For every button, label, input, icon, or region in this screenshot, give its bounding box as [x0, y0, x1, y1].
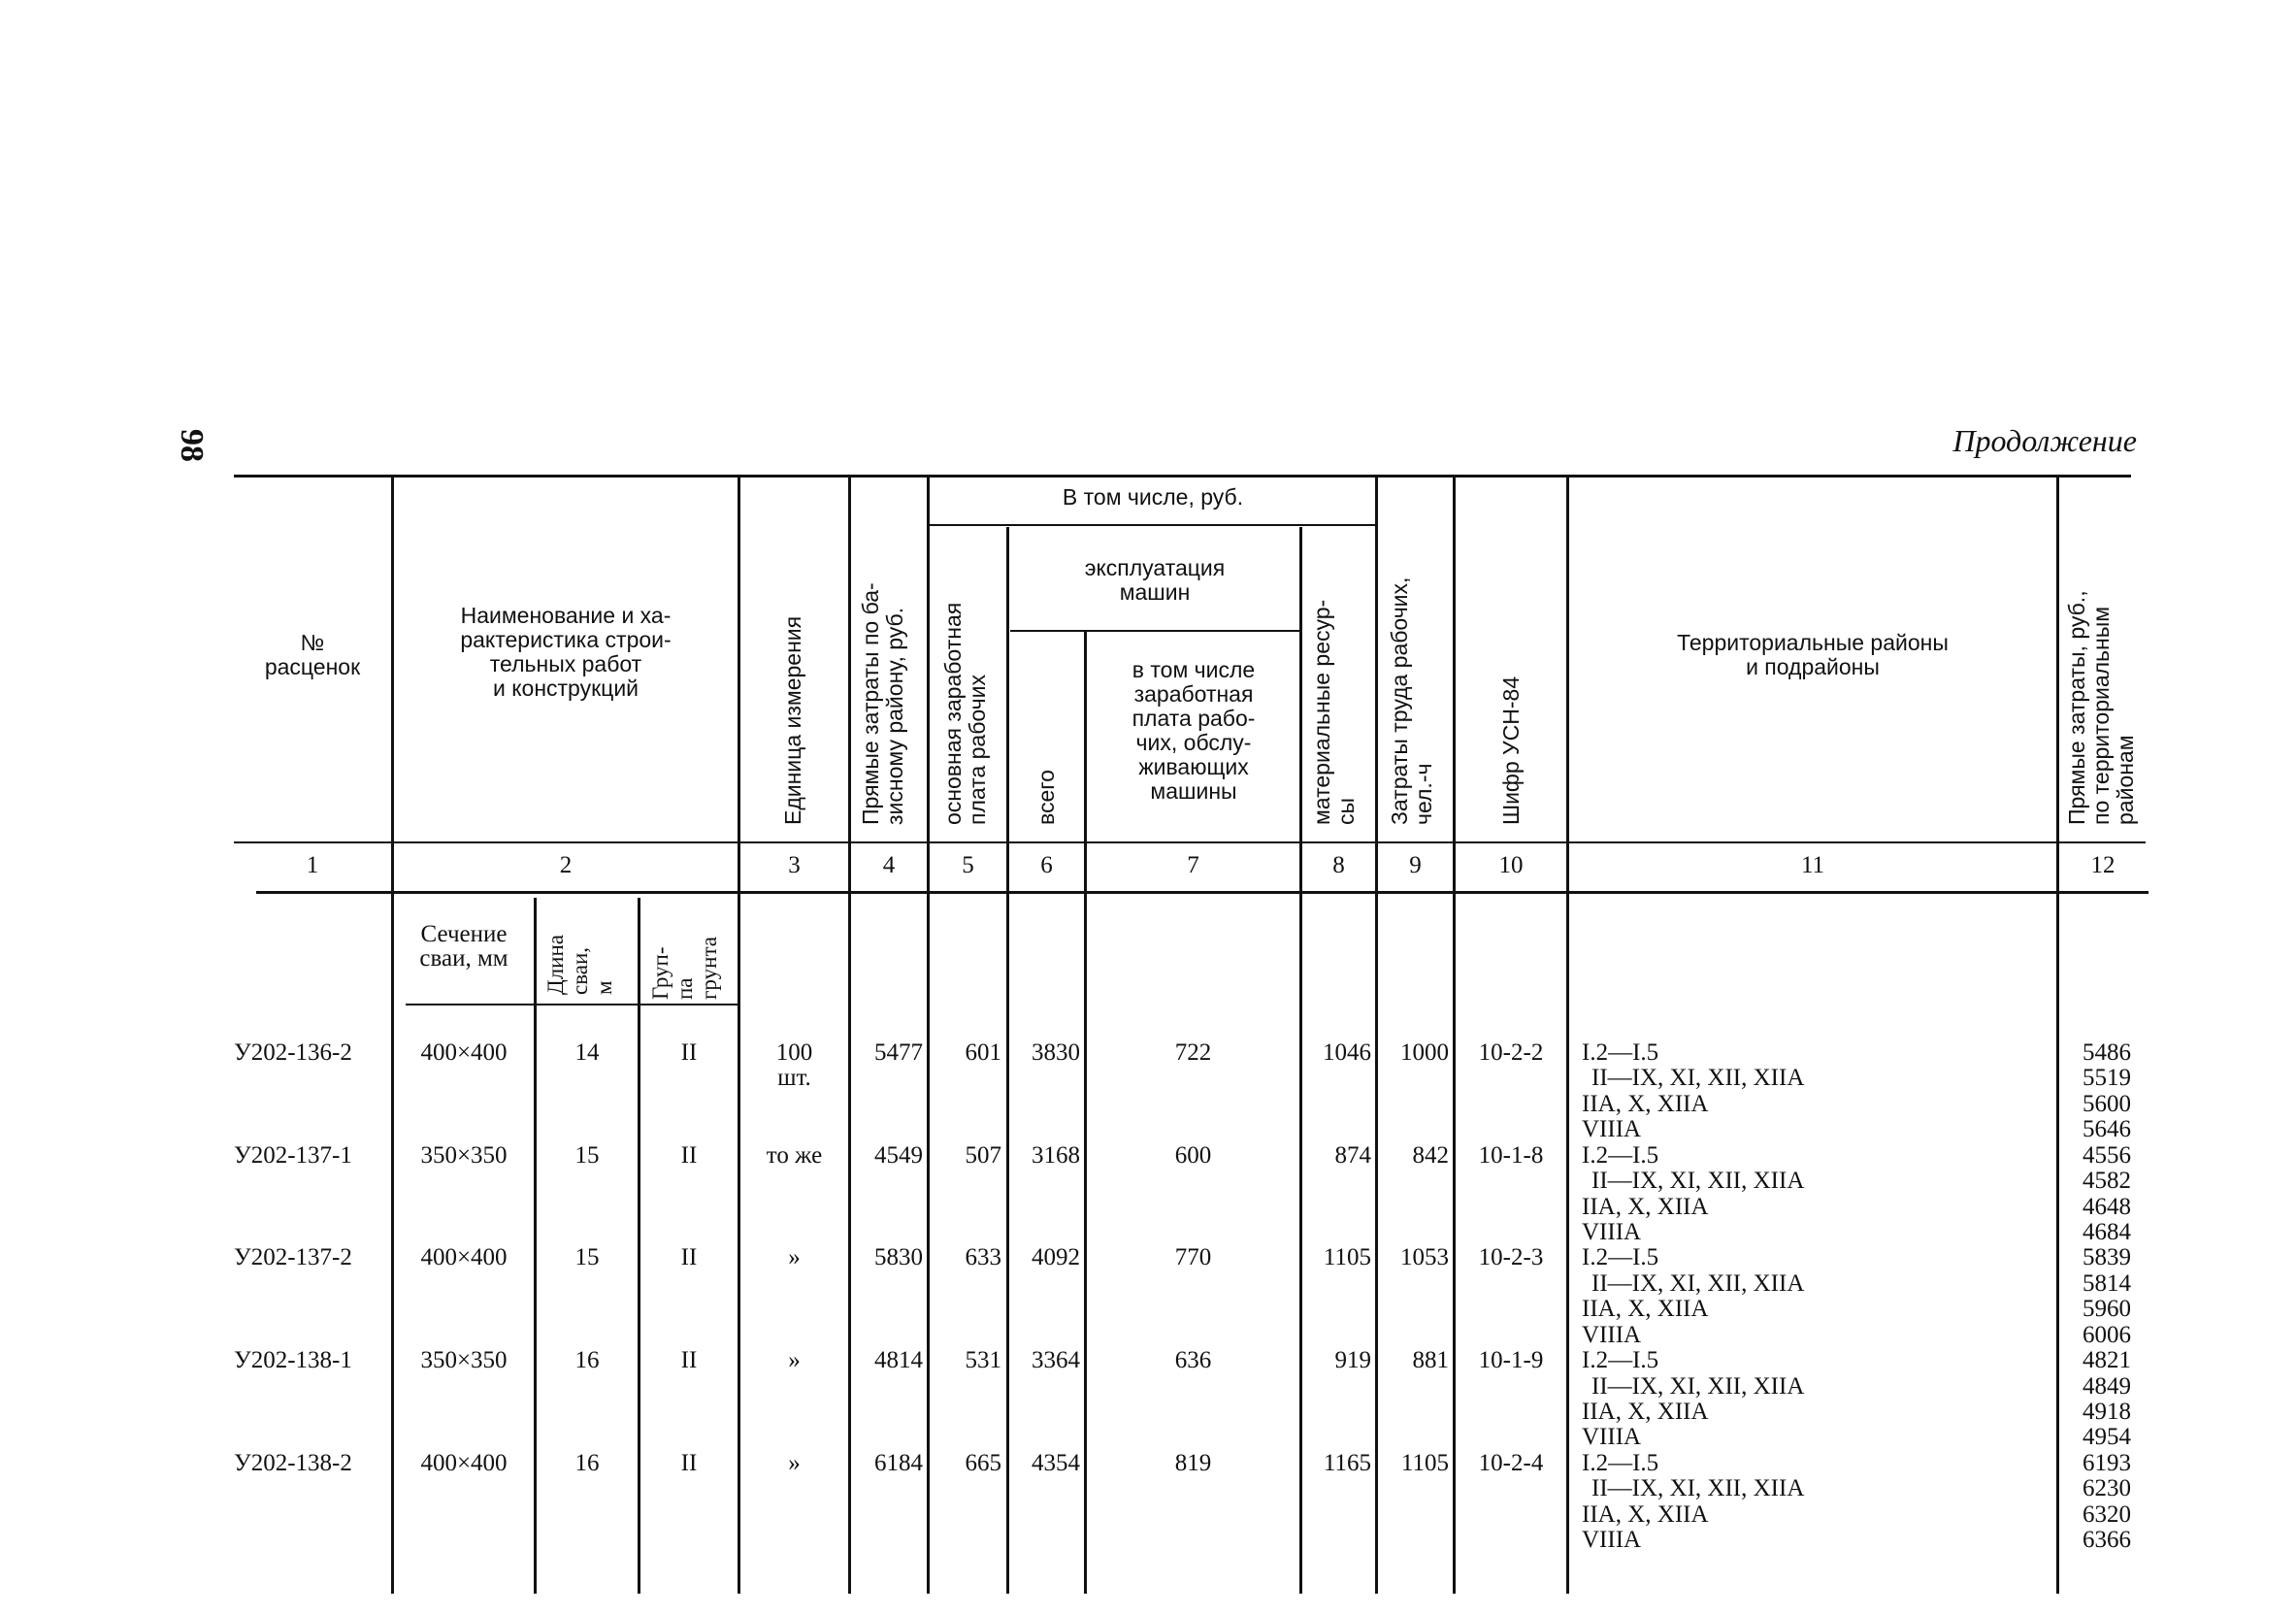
row-soil-group: II	[680, 1039, 698, 1066]
row-machines-wage: 600	[1174, 1141, 1212, 1169]
row-code: У202-137-1	[234, 1141, 352, 1169]
row-region-cost: 4954	[2083, 1424, 2131, 1451]
header-machines: эксплуатация машин	[1084, 555, 1226, 605]
row-wage: 601	[965, 1039, 1001, 1066]
row-usn-code: 10-2-3	[1478, 1244, 1544, 1271]
row-usn-code: 10-1-9	[1478, 1347, 1544, 1374]
row-region-cost: 5814	[2083, 1269, 2131, 1297]
row-section: 350×350	[420, 1141, 508, 1169]
row-region-cost: 4849	[2083, 1372, 2131, 1400]
col-number: 1	[306, 852, 319, 878]
header-labor: Затраты труда рабочих, чел.-ч	[1387, 577, 1436, 825]
row-region-cost: 4648	[2083, 1193, 2131, 1220]
continuation-label: Продолжение	[1952, 423, 2137, 458]
row-region-cost: 4821	[2083, 1347, 2131, 1374]
row-wage: 531	[965, 1347, 1001, 1374]
row-code: У202-138-1	[234, 1347, 352, 1374]
row-length: 16	[574, 1347, 600, 1374]
row-region-cost: 5646	[2083, 1116, 2131, 1143]
row-labor: 881	[1412, 1347, 1449, 1374]
row-region-cost: 6193	[2083, 1449, 2131, 1476]
row-length: 15	[574, 1141, 600, 1169]
row-region: I.2—I.5	[1582, 1244, 1659, 1271]
row-code: У202-137-2	[234, 1244, 352, 1271]
subheader-section: Сечение сваи, мм	[419, 921, 508, 972]
row-region-cost: 6320	[2083, 1500, 2131, 1528]
row-region-cost: 4582	[2083, 1168, 2131, 1195]
row-region: I.2—I.5	[1582, 1039, 1659, 1066]
row-materials: 1046	[1323, 1039, 1371, 1066]
row-labor: 1053	[1400, 1244, 1449, 1271]
row-unit: »	[788, 1244, 801, 1271]
header-regions: Территориальные районы и подрайоны	[1677, 630, 1949, 679]
row-length: 14	[574, 1039, 600, 1066]
row-region: II—IX, XI, XII, XIIA	[1591, 1168, 1805, 1195]
row-region-cost: 5519	[2083, 1065, 2131, 1092]
col-divider	[1453, 478, 1456, 1594]
row-wage: 507	[965, 1141, 1001, 1169]
numbers-bottom-rule	[256, 891, 2148, 894]
col-number: 5	[962, 852, 974, 878]
group-rule	[930, 524, 1376, 526]
row-soil-group: II	[680, 1449, 698, 1476]
col-number: 6	[1040, 852, 1053, 878]
header-wage: основная заработная плата рабочих	[940, 602, 990, 825]
header-name: Наименование и ха- рактеристика строи- тельных работ и конструкций	[460, 603, 672, 701]
row-region: IIA, X, XIIA	[1582, 1398, 1709, 1425]
row-unit: »	[788, 1449, 801, 1476]
row-materials: 1165	[1323, 1449, 1371, 1476]
row-direct-cost: 4814	[874, 1347, 923, 1374]
page-number: 98	[174, 429, 210, 462]
row-code: У202-138-2	[234, 1449, 352, 1476]
row-direct-cost: 5830	[874, 1244, 923, 1271]
row-materials: 1105	[1323, 1244, 1371, 1271]
row-wage: 665	[965, 1449, 1001, 1476]
row-usn-code: 10-2-4	[1478, 1449, 1544, 1476]
row-wage: 633	[965, 1244, 1001, 1271]
row-region-cost: 4556	[2083, 1141, 2131, 1169]
header-materials: материальные ресур- сы	[1309, 599, 1359, 825]
row-region: IIA, X, XIIA	[1582, 1090, 1709, 1117]
header-usn: Шифр УСН-84	[1498, 676, 1524, 825]
row-soil-group: II	[680, 1141, 698, 1169]
header-unit: Единица измерения	[780, 615, 805, 825]
col-number: 8	[1332, 852, 1345, 878]
row-region-cost: 5960	[2083, 1296, 2131, 1323]
row-region: IIA, X, XIIA	[1582, 1500, 1709, 1528]
row-region-cost: 6366	[2083, 1527, 2131, 1553]
row-materials: 919	[1334, 1347, 1371, 1374]
row-region: I.2—I.5	[1582, 1141, 1659, 1169]
col-number: 3	[788, 852, 801, 878]
col-number: 9	[1409, 852, 1422, 878]
row-direct-cost: 5477	[874, 1039, 923, 1066]
col-number: 10	[1498, 852, 1524, 878]
row-region: II—IX, XI, XII, XIIA	[1591, 1372, 1805, 1400]
row-region-cost: 5486	[2083, 1039, 2131, 1066]
header-machines-total: всего	[1033, 770, 1059, 825]
col-divider	[2056, 478, 2059, 1594]
row-machines-total: 3168	[1032, 1141, 1080, 1169]
row-machines-total: 4092	[1032, 1244, 1080, 1271]
row-labor: 1000	[1400, 1039, 1449, 1066]
row-labor: 842	[1412, 1141, 1449, 1169]
col-divider	[738, 478, 740, 1594]
row-soil-group: II	[680, 1347, 698, 1374]
col-number: 12	[2090, 852, 2116, 878]
row-machines-wage: 636	[1174, 1347, 1212, 1374]
col-number: 7	[1187, 852, 1199, 878]
row-machines-total: 4354	[1032, 1449, 1080, 1476]
header-machines-wage: в том числе заработная плата рабо- чих, обслу- живающих машины	[1132, 657, 1256, 804]
row-unit: 100 шт.	[775, 1039, 813, 1091]
row-region: II—IX, XI, XII, XIIA	[1591, 1475, 1805, 1502]
row-length: 15	[574, 1244, 600, 1271]
row-region: I.2—I.5	[1582, 1347, 1659, 1374]
row-soil-group: II	[680, 1244, 698, 1271]
row-materials: 874	[1334, 1141, 1371, 1169]
row-usn-code: 10-2-2	[1478, 1039, 1544, 1066]
row-region: VIIIA	[1582, 1116, 1642, 1143]
row-region: VIIIA	[1582, 1218, 1642, 1245]
table-top-rule	[234, 475, 2131, 478]
col-number: 11	[1800, 852, 1825, 878]
subheader-rule	[406, 1004, 739, 1005]
col-number: 2	[559, 852, 573, 878]
row-region-cost: 4684	[2083, 1218, 2131, 1245]
subheader-soil-group: Груп- па грунта	[648, 937, 721, 1000]
row-code: У202-136-2	[234, 1039, 352, 1066]
row-machines-total: 3364	[1032, 1347, 1080, 1374]
header-region-costs: Прямые затраты, руб., по территориальным районам	[2064, 590, 2138, 825]
row-section: 400×400	[420, 1039, 508, 1066]
header-group: В том числе, руб.	[1062, 484, 1244, 510]
row-section: 400×400	[420, 1244, 508, 1271]
row-region: VIIIA	[1582, 1321, 1642, 1348]
row-region-cost: 5600	[2083, 1090, 2131, 1117]
col-divider	[848, 478, 851, 1594]
row-length: 16	[574, 1449, 600, 1476]
col-number: 4	[882, 852, 896, 878]
row-direct-cost: 6184	[874, 1449, 923, 1476]
row-section: 400×400	[420, 1449, 508, 1476]
row-region: II—IX, XI, XII, XIIA	[1591, 1065, 1805, 1092]
row-section: 350×350	[420, 1347, 508, 1374]
row-region-cost: 4918	[2083, 1398, 2131, 1425]
subheader-length: Длина сваи, м	[543, 935, 616, 995]
col-divider	[1375, 478, 1378, 1594]
col-divider	[927, 478, 930, 1594]
row-machines-wage: 722	[1174, 1039, 1212, 1066]
row-region-cost: 6230	[2083, 1475, 2131, 1502]
header-code: № расценок	[264, 630, 361, 679]
row-region: I.2—I.5	[1582, 1449, 1659, 1476]
row-direct-cost: 4549	[874, 1141, 923, 1169]
row-region: IIA, X, XIIA	[1582, 1193, 1709, 1220]
row-region: VIIIA	[1582, 1424, 1642, 1451]
row-unit: то же	[766, 1141, 823, 1169]
row-region: II—IX, XI, XII, XIIA	[1591, 1269, 1805, 1297]
row-region: IIA, X, XIIA	[1582, 1296, 1709, 1323]
row-region: VIIIA	[1582, 1527, 1642, 1553]
header-bottom-rule	[234, 841, 2146, 843]
row-machines-wage: 770	[1174, 1244, 1212, 1271]
row-region-cost: 5839	[2083, 1244, 2131, 1271]
row-region-cost: 6006	[2083, 1321, 2131, 1348]
header-direct-cost: Прямые затраты по ба- зисному району, руб.	[858, 582, 907, 825]
row-machines-total: 3830	[1032, 1039, 1080, 1066]
row-unit: »	[788, 1347, 801, 1374]
row-machines-wage: 819	[1174, 1449, 1212, 1476]
machines-rule	[1010, 630, 1300, 632]
row-labor: 1105	[1400, 1449, 1449, 1476]
row-usn-code: 10-1-8	[1478, 1141, 1544, 1169]
